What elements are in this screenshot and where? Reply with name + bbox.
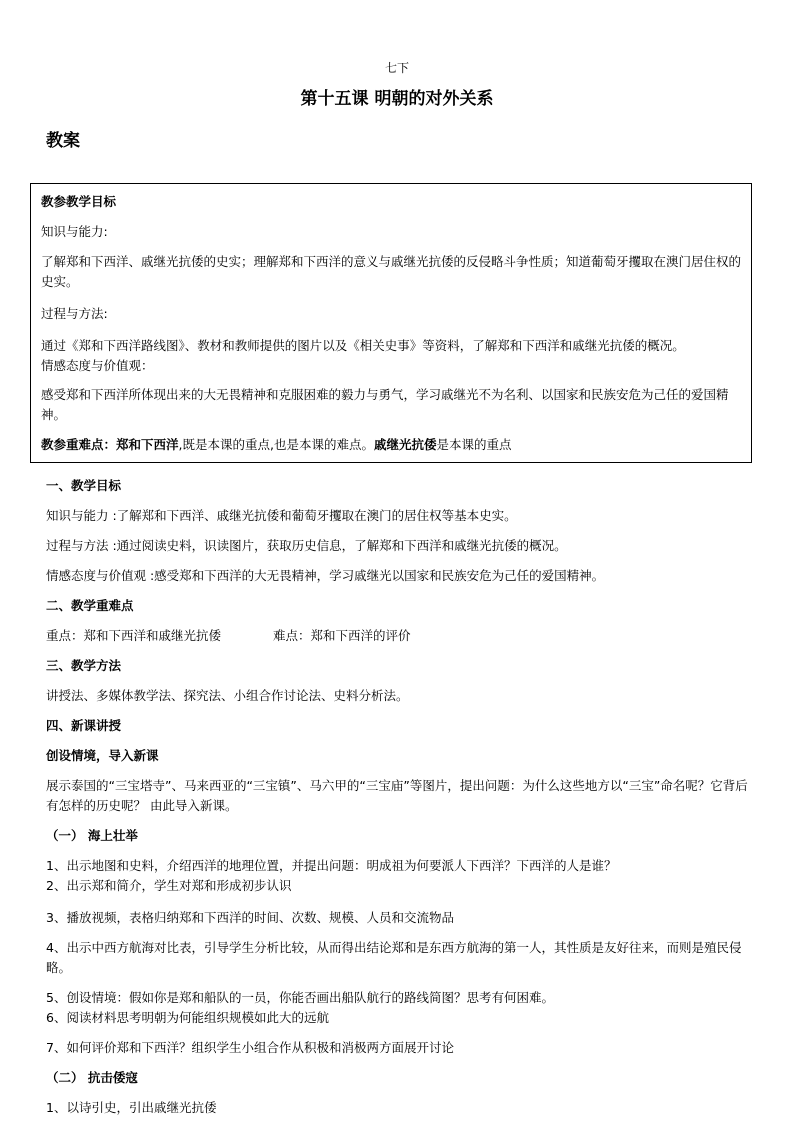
- difficult-point: 难点：郑和下西洋的评价: [273, 628, 411, 643]
- part-1-item-1: 1、出示地图和史料，介绍西洋的地理位置，并提出问题：明成祖为何要派人下西洋？下西洋的人是谁？: [46, 858, 617, 873]
- keypoint-bold-1: 郑和下西洋: [116, 437, 179, 452]
- objective-knowledge: 知识与能力 :了解郑和下西洋、戚继光抗倭和葡萄牙攫取在澳门的居住权等基本史实。: [46, 508, 517, 523]
- section-label: 教案: [46, 131, 80, 151]
- lesson-body: [46, 476, 752, 1118]
- part-1-item-2: 2、出示郑和简介，学生对郑和形成初步认识: [46, 878, 292, 893]
- intro-text: 展示泰国的“三宝塔寺”、马来西亚的“三宝镇”、马六甲的“三宝庙”等图片，提出问题：为什么这些地方以“三宝”命名呢？它背后有怎样的历史呢？ 由此导入新课。: [46, 778, 748, 813]
- part-1-item-7: 7、如何评价郑和下西洋？组织学生小组合作从积极和消极两方面展开讨论: [46, 1040, 454, 1055]
- section-2-title: 二、教学重难点: [46, 598, 134, 613]
- grade-label: 七下: [384, 61, 409, 75]
- part-2-title: （二） 抗击倭寇: [46, 1070, 138, 1085]
- key-point: 重点：郑和下西洋和戚继光抗倭: [46, 628, 222, 643]
- emotion-text: 感受郑和下西洋所体现出来的大无畏精神和克服困难的毅力与勇气，学习戚继光不为名利、以国家和民族安危为己任的爱国精神。: [41, 387, 729, 422]
- keypoint-line: [41, 435, 741, 455]
- intro-title: 创设情境，导入新课: [46, 748, 159, 763]
- knowledge-label: 知识与能力:: [41, 224, 108, 239]
- reference-objectives-box: [30, 183, 752, 463]
- part-1-item-6: 6、阅读材料思考明朝为何能组织规模如此大的远航: [46, 1010, 329, 1025]
- part-1-title: （一） 海上壮举: [46, 828, 138, 843]
- keypoint-end: 是本课的重点: [436, 437, 512, 452]
- emotion-label: 情感态度与价值观：: [41, 358, 154, 373]
- section-1-title: 一、教学目标: [46, 478, 122, 493]
- process-text: 通过《郑和下西洋路线图》、教材和教师提供的图片以及《相关史事》等资料，了解郑和下西洋和戚继光抗倭的概况。: [41, 338, 685, 353]
- knowledge-text: 了解郑和下西洋、戚继光抗倭的史实；理解郑和下西洋的意义与戚继光抗倭的反侵略斗争性质；知道葡萄牙攫取在澳门居住权的史实。: [41, 254, 742, 289]
- process-label: 过程与方法:: [41, 306, 108, 321]
- objective-process: 过程与方法 :通过阅读史料，识读图片，获取历史信息，了解郑和下西洋和戚继光抗倭的概况。: [46, 538, 567, 553]
- keypoint-mid: ,既是本课的重点,也是本课的难点。: [178, 437, 374, 452]
- part-1-item-3: 3、播放视频，表格归纳郑和下西洋的时间、次数、规模、人员和交流物品: [46, 910, 454, 925]
- section-4-title: 四、新课讲授: [46, 718, 122, 733]
- keypoints-line: [46, 626, 752, 646]
- part-1-item-4: 4、出示中西方航海对比表，引导学生分析比较，从而得出结论郑和是东西方航海的第一人，其性质是友好往来，而则是殖民侵略。: [46, 940, 742, 975]
- section-3-title: 三、教学方法: [46, 658, 122, 673]
- keypoint-label: 教参重难点：: [41, 437, 117, 452]
- objective-emotion: 情感态度与价值观 :感受郑和下西洋的大无畏精神，学习戚继光以国家和民族安危为己任的爱国精神。: [46, 568, 605, 583]
- part-1-item-5: 5、创设情境：假如你是郑和船队的一员，你能否画出船队航行的路线简图？思考有何困难。: [46, 990, 554, 1005]
- lesson-title: 第十五课 明朝的对外关系: [300, 89, 494, 109]
- box-heading: 教参教学目标: [41, 194, 117, 209]
- keypoint-bold-2: 戚继光抗倭: [373, 437, 437, 452]
- part-2-item-1: 1、以诗引史，引出戚继光抗倭: [46, 1100, 217, 1115]
- methods-text: 讲授法、多媒体教学法、探究法、小组合作讨论法、史料分析法。: [46, 688, 409, 703]
